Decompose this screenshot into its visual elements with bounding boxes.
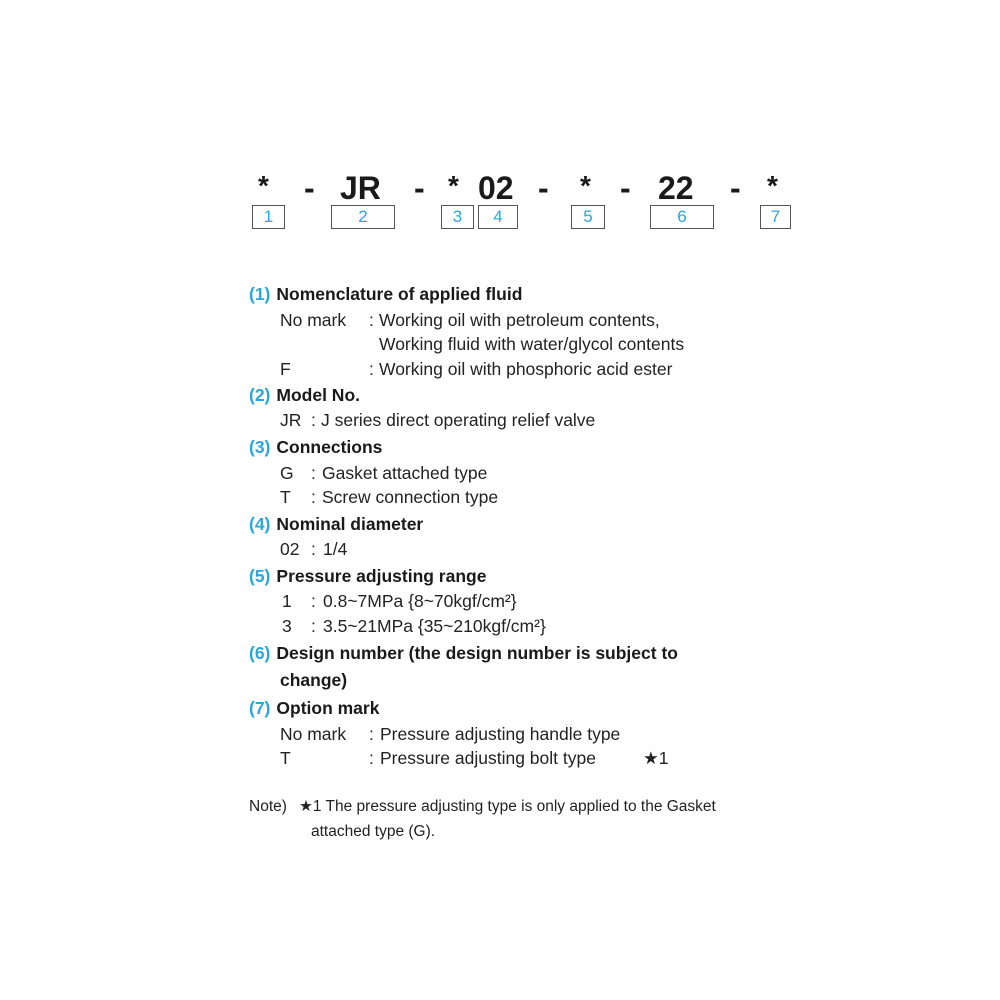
option-sep: : [369,748,374,768]
option-value: Pressure adjusting handle type [380,724,621,744]
option-value: 1/4 [323,539,348,559]
option-key: 02 [280,539,300,559]
note-text: ★1 The pressure adjusting type is only applied to the Gasket [299,798,716,815]
section-heading: Design number (the design number is subject to [276,643,678,663]
section-7-title [249,697,379,719]
note-label: Note) [249,798,287,815]
option-sep: : [311,463,316,483]
code-part-2: JR [340,170,381,206]
star-reference: ★1 [643,748,669,768]
option-key: No mark [280,310,347,330]
code-part-4: 02 [478,170,514,206]
option-key: F [280,359,291,379]
section-1-title [249,283,522,305]
option-value: 0.8~7MPa {8~70kgf/cm²} [323,591,517,611]
code-part-6: 22 [658,170,694,206]
section-number: (7) [249,698,271,718]
section-number: (5) [249,566,271,586]
code-box-3: 3 [441,205,474,229]
code-dash: - [538,170,549,206]
option-sep: : [311,616,316,636]
option-sep: : [311,487,316,507]
code-box-6: 6 [650,205,714,229]
option-value: Screw connection type [322,487,499,507]
section-heading: Connections [276,437,383,457]
section-6-title [249,642,678,664]
option-key: No mark [280,724,347,744]
option-value: Working oil with phosphoric acid ester [379,359,673,379]
option-value: 3.5~21MPa {35~210kgf/cm²} [323,616,546,636]
code-box-1: 1 [252,205,285,229]
code-part-5: * [580,170,591,201]
code-box-4: 4 [478,205,518,229]
code-box-5: 5 [571,205,605,229]
option-value: Gasket attached type [322,463,488,483]
section-2-title [249,384,360,406]
option-value: J series direct operating relief valve [321,410,596,430]
note-text-cont: attached type (G). [311,823,436,840]
option-sep: : [369,359,374,379]
option-key: JR [280,410,302,430]
section-heading: Pressure adjusting range [276,566,487,586]
code-dash: - [304,170,315,206]
option-sep: : [369,310,374,330]
code-box-2: 2 [331,205,395,229]
option-sep: : [311,410,316,430]
section-6-title-cont: change) [280,670,348,690]
section-number: (6) [249,643,271,663]
section-heading: Nomenclature of applied fluid [276,284,523,304]
option-value: Pressure adjusting bolt type [380,748,596,768]
option-key: 1 [282,591,292,611]
section-number: (2) [249,385,271,405]
section-4-title [249,513,423,535]
code-dash: - [730,170,741,206]
option-sep: : [311,539,316,559]
code-box-7: 7 [760,205,791,229]
section-number: (3) [249,437,271,457]
option-sep: : [311,591,316,611]
option-key: 3 [282,616,292,636]
option-value: Working oil with petroleum contents, [379,310,660,330]
section-heading: Nominal diameter [276,514,424,534]
option-key: T [280,487,291,507]
option-sep: : [369,724,374,744]
section-heading: Option mark [276,698,380,718]
option-key: T [280,748,291,768]
code-dash: - [620,170,631,206]
code-part-1: * [258,170,269,201]
code-part-3: * [448,170,459,201]
section-5-title [249,565,486,587]
section-heading: Model No. [276,385,360,405]
section-3-title [249,436,382,458]
section-number: (1) [249,284,271,304]
option-key: G [280,463,294,483]
option-value: Working fluid with water/glycol contents [379,334,685,354]
section-number: (4) [249,514,271,534]
code-part-7: * [767,170,778,201]
code-dash: - [414,170,425,206]
